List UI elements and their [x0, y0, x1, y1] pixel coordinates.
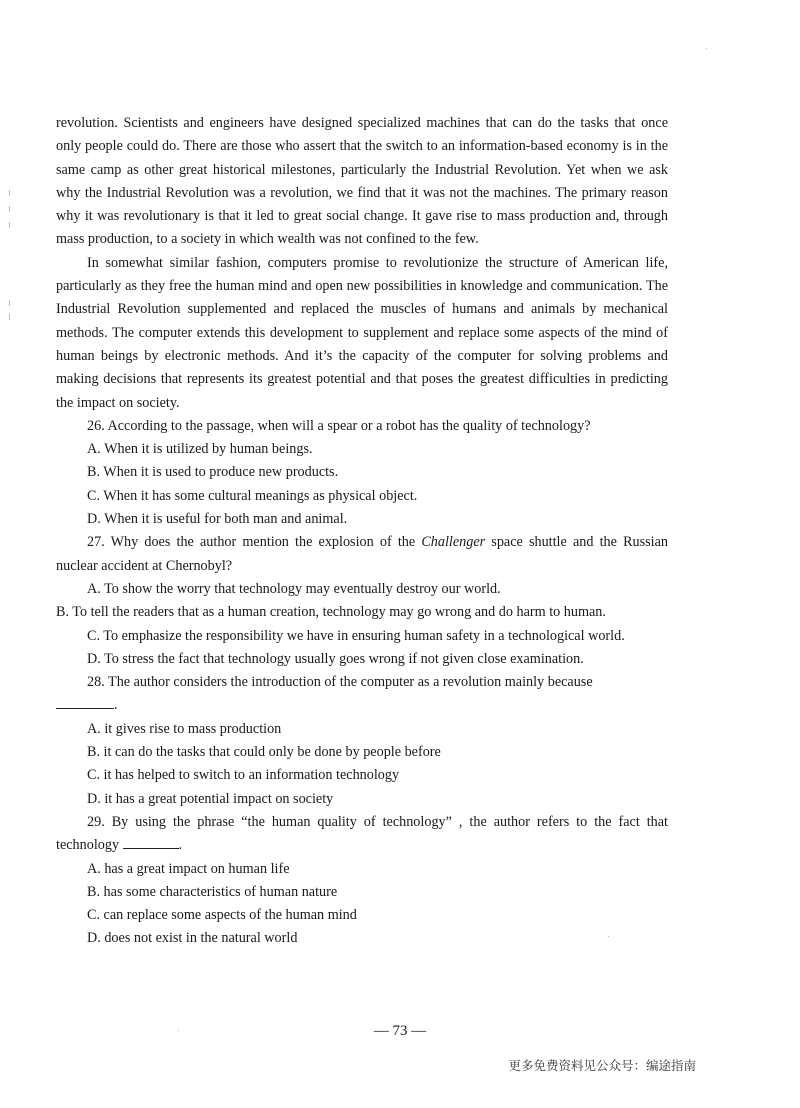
- watermark-text: 更多免费资料见公众号：编途指南: [508, 1058, 696, 1073]
- question-28-stem: 28. The author considers the introduction of the computer as a revolution mainly because: [87, 674, 593, 691]
- passage-paragraph: revolution. Scientists and engineers have designed specialized machines that can do the tasks that once only people could do. There are those who assert that the switch to an information-based economy is in the same camp as other great historical milestones, particularly the Industrial Revolution. Yet when we ask why the Industrial Revolution was a revolution, we find that it was not the machines. The primary reason why it was revolutionary is that it led to great social change. It gave rise to mass production and, through mass production, to a society in which wealth was not confined to the few.: [56, 115, 668, 248]
- question-27-option-c: C. To emphasize the responsibility we have in ensuring human safety in a technological world.: [87, 627, 625, 644]
- passage-paragraph: In somewhat similar fashion, computers promise to revolutionize the structure of American life, particularly as they free the human mind and open new possibilities in knowledge and communication. The Industrial Revolution supplemented and replaced the muscles of humans and animals by mechanical methods. The computer extends this development to supplement and replace some aspects of the mind of human beings by electronic methods. And it’s the capacity of the computer for solving problems and making decisions that represents its greatest potential and that poses the greatest difficulties in predicting the impact on society.: [56, 254, 668, 411]
- question-29-stem: 29. By using the phrase “the human quality of technology” , the author refers to the fact that technology .: [56, 813, 668, 854]
- answer-blank: [56, 694, 114, 709]
- question-28-option-c: C. it has helped to switch to an information technology: [87, 767, 400, 784]
- question-28-option-a: A. it gives rise to mass production: [87, 720, 282, 737]
- question-26-option-d: D. When it is useful for both man and animal.: [87, 511, 348, 528]
- page-number: — 73 —: [373, 1023, 427, 1039]
- document-body: [56, 112, 668, 951]
- question-29-option-a: A. has a great impact on human life: [87, 860, 290, 877]
- question-28-option-b: B. it can do the tasks that could only be done by people before: [87, 744, 441, 761]
- question-26-stem: 26. According to the passage, when will a spear or a robot has the quality of technology?: [87, 417, 591, 434]
- question-28-option-d: D. it has a great potential impact on society: [87, 790, 334, 807]
- question-26-option-b: B. When it is used to produce new products.: [87, 464, 339, 481]
- question-29-option-c: C. can replace some aspects of the human mind: [87, 907, 357, 924]
- question-26-option-c: C. When it has some cultural meanings as physical object.: [87, 487, 418, 504]
- question-28-blank-row: .: [56, 694, 668, 717]
- question-27-stem: 27. Why does the author mention the explosion of the Challenger space shuttle and the Russian nuclear accident at Chernobyl?: [56, 534, 668, 574]
- question-27-option-a: A. To show the worry that technology may eventually destroy our world.: [87, 580, 501, 597]
- italic-title: Challenger: [421, 534, 486, 551]
- question-27-option-d: D. To stress the fact that technology usually goes wrong if not given close examination.: [87, 650, 584, 667]
- question-29-option-d: D. does not exist in the natural world: [87, 930, 298, 947]
- question-29-option-b: B. has some characteristics of human nature: [87, 883, 338, 900]
- question-27-option-b: B. To tell the readers that as a human creation, technology may go wrong and do harm to human.: [56, 604, 606, 621]
- question-26-option-a: A. When it is utilized by human beings.: [87, 441, 313, 458]
- answer-blank: [123, 834, 179, 849]
